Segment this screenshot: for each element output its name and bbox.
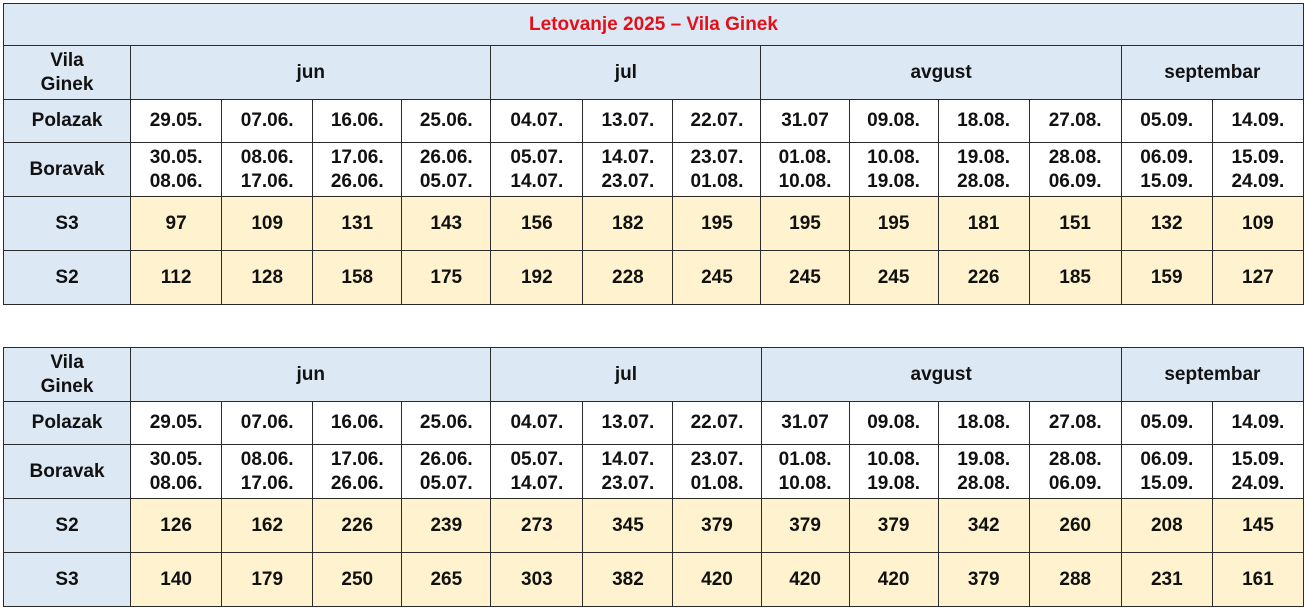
departure-date-cell: 31.07	[761, 402, 849, 445]
price-cell: 342	[938, 499, 1029, 553]
price-cell: 239	[402, 499, 491, 553]
stay-period-cell	[849, 445, 938, 499]
departure-date-cell: 14.09.	[1212, 100, 1303, 143]
price-cell: 126	[131, 499, 222, 553]
departure-date-cell: 16.06.	[313, 402, 402, 445]
price-cell: 208	[1121, 499, 1212, 553]
stay-end-date: 08.06.	[149, 170, 203, 192]
price-cell: 379	[761, 499, 849, 553]
stay-period-cell	[1212, 143, 1303, 197]
stay-end-date: 23.07.	[601, 170, 655, 192]
stay-start-date: 08.06.	[240, 448, 294, 470]
stay-start-date: 19.08.	[957, 146, 1010, 168]
stay-start-date: 26.06.	[419, 448, 473, 470]
stay-start-date: 06.09.	[1140, 448, 1194, 470]
stay-start-date: 10.08.	[867, 448, 921, 470]
stay-period-cell	[1121, 143, 1212, 197]
month-header-jul: jul	[491, 348, 761, 402]
stay-period-cell	[491, 143, 583, 197]
corner-line: Ginek	[40, 375, 94, 397]
boravak-label: Boravak	[4, 445, 131, 499]
price-row-s2	[4, 499, 1304, 553]
stay-start-date: 14.07.	[601, 448, 655, 470]
polazak-row	[4, 402, 1304, 445]
price-cell: 159	[1121, 251, 1212, 305]
stay-end-date: 17.06.	[240, 472, 294, 494]
price-cell: 195	[673, 197, 761, 251]
stay-end-date: 05.07.	[419, 170, 473, 192]
departure-date-cell: 25.06.	[402, 100, 491, 143]
price-cell: 112	[131, 251, 222, 305]
boravak-label: Boravak	[4, 143, 131, 197]
price-cell: 226	[938, 251, 1029, 305]
price-cell: 97	[131, 197, 222, 251]
price-cell: 161	[1212, 553, 1303, 607]
corner-cell	[4, 348, 131, 402]
stay-period-cell	[402, 445, 491, 499]
stay-end-date: 19.08.	[867, 472, 921, 494]
price-cell: 162	[222, 499, 313, 553]
departure-date-cell: 04.07.	[491, 100, 583, 143]
price-cell: 260	[1029, 499, 1121, 553]
stay-start-date: 05.07.	[510, 146, 564, 168]
stay-end-date: 24.09.	[1231, 170, 1285, 192]
stay-period-cell	[938, 143, 1029, 197]
stay-period-cell	[673, 445, 761, 499]
stay-start-date: 15.09.	[1231, 146, 1285, 168]
price-cell: 226	[313, 499, 402, 553]
stay-end-date: 06.09.	[1048, 170, 1102, 192]
stay-start-date: 01.08.	[778, 448, 832, 470]
price-cell: 192	[491, 251, 583, 305]
price-cell: 109	[1212, 197, 1303, 251]
departure-date-cell: 05.09.	[1121, 402, 1212, 445]
price-row-s2	[4, 251, 1304, 305]
stay-end-date: 23.07.	[601, 472, 655, 494]
price-cell: 182	[583, 197, 673, 251]
stay-period-cell	[761, 445, 849, 499]
price-cell: 179	[222, 553, 313, 607]
price-cell: 420	[849, 553, 938, 607]
stay-period-cell	[673, 143, 761, 197]
stay-end-date: 28.08.	[957, 170, 1010, 192]
departure-date-cell: 07.06.	[222, 100, 313, 143]
corner-line: Vila	[50, 351, 84, 373]
departure-date-cell: 05.09.	[1121, 100, 1212, 143]
boravak-row	[4, 445, 1304, 499]
departure-date-cell: 27.08.	[1029, 100, 1121, 143]
departure-date-cell: 29.05.	[131, 100, 222, 143]
departure-date-cell: 22.07.	[673, 402, 761, 445]
price-cell: 145	[1212, 499, 1303, 553]
stay-start-date: 08.06.	[240, 146, 294, 168]
room-type-label: S3	[4, 197, 131, 251]
room-type-label: S3	[4, 553, 131, 607]
departure-date-cell: 04.07.	[491, 402, 583, 445]
price-cell: 228	[583, 251, 673, 305]
stay-end-date: 14.07.	[510, 472, 564, 494]
departure-date-cell: 29.05.	[131, 402, 222, 445]
stay-start-date: 30.05.	[149, 448, 203, 470]
stay-start-date: 14.07.	[601, 146, 655, 168]
price-cell: 140	[131, 553, 222, 607]
stay-start-date: 06.09.	[1140, 146, 1194, 168]
departure-date-cell: 27.08.	[1029, 402, 1121, 445]
stay-end-date: 19.08.	[867, 170, 920, 192]
boravak-row	[4, 143, 1304, 197]
stay-period-cell	[583, 445, 673, 499]
price-cell: 379	[849, 499, 938, 553]
departure-date-cell: 14.09.	[1212, 402, 1303, 445]
price-cell: 195	[761, 197, 849, 251]
stay-start-date: 28.08.	[1048, 448, 1102, 470]
stay-end-date: 05.07.	[419, 472, 473, 494]
room-type-label: S2	[4, 499, 131, 553]
month-header-jul: jul	[491, 46, 761, 100]
stay-period-cell	[1212, 445, 1303, 499]
stay-period-cell	[491, 445, 583, 499]
stay-start-date: 23.07.	[690, 146, 744, 168]
price-cell: 132	[1121, 197, 1212, 251]
stay-period-cell	[402, 143, 491, 197]
stay-period-cell	[131, 143, 222, 197]
stay-start-date: 01.08.	[778, 146, 832, 168]
stay-period-cell	[222, 143, 313, 197]
stay-period-cell	[761, 143, 849, 197]
month-header-septembar: septembar	[1121, 348, 1303, 402]
price-row-s3	[4, 197, 1304, 251]
stay-end-date: 24.09.	[1231, 472, 1285, 494]
departure-date-cell: 31.07	[761, 100, 849, 143]
month-header-jun: jun	[131, 46, 491, 100]
month-row	[4, 348, 1304, 402]
stay-start-date: 10.08.	[867, 146, 920, 168]
stay-period-cell	[131, 445, 222, 499]
month-header-septembar: septembar	[1121, 46, 1303, 100]
price-cell: 379	[673, 499, 761, 553]
price-cell: 345	[583, 499, 673, 553]
price-cell: 245	[849, 251, 938, 305]
table-title: Letovanje 2025 – Vila Ginek	[4, 4, 1304, 46]
room-type-label: S2	[4, 251, 131, 305]
price-cell: 109	[222, 197, 313, 251]
month-row	[4, 46, 1304, 100]
price-cell: 151	[1029, 197, 1121, 251]
corner-line: Ginek	[40, 73, 94, 95]
price-cell: 273	[491, 499, 583, 553]
stay-end-date: 26.06.	[330, 170, 384, 192]
stay-period-cell	[938, 445, 1029, 499]
stay-start-date: 05.07.	[510, 448, 564, 470]
price-cell: 127	[1212, 251, 1303, 305]
polazak-row	[4, 100, 1304, 143]
price-cell: 185	[1029, 251, 1121, 305]
price-cell: 245	[673, 251, 761, 305]
title-row	[4, 4, 1304, 46]
month-header-avgust: avgust	[761, 348, 1121, 402]
price-cell: 420	[673, 553, 761, 607]
departure-date-cell: 07.06.	[222, 402, 313, 445]
price-cell: 303	[491, 553, 583, 607]
stay-period-cell	[1121, 445, 1212, 499]
stay-end-date: 14.07.	[510, 170, 564, 192]
departure-date-cell: 09.08.	[849, 100, 938, 143]
stay-period-cell	[1029, 143, 1121, 197]
departure-date-cell: 18.08.	[938, 100, 1029, 143]
departure-date-cell: 13.07.	[583, 100, 673, 143]
stay-end-date: 01.08.	[690, 472, 744, 494]
polazak-label: Polazak	[4, 100, 131, 143]
corner-line: Vila	[50, 49, 84, 71]
stay-period-cell	[583, 143, 673, 197]
price-cell: 156	[491, 197, 583, 251]
stay-start-date: 19.08.	[957, 448, 1011, 470]
stay-start-date: 17.06.	[330, 448, 384, 470]
polazak-label: Polazak	[4, 402, 131, 445]
stay-end-date: 15.09.	[1140, 170, 1194, 192]
stay-start-date: 15.09.	[1231, 448, 1285, 470]
stay-period-cell	[1029, 445, 1121, 499]
price-cell: 158	[313, 251, 402, 305]
price-cell: 379	[938, 553, 1029, 607]
price-table-2	[3, 347, 1304, 607]
stay-end-date: 06.09.	[1048, 472, 1102, 494]
stay-end-date: 17.06.	[240, 170, 294, 192]
departure-date-cell: 25.06.	[402, 402, 491, 445]
departure-date-cell: 13.07.	[583, 402, 673, 445]
price-table-1	[3, 3, 1304, 305]
stay-end-date: 26.06.	[330, 472, 384, 494]
departure-date-cell: 09.08.	[849, 402, 938, 445]
stay-end-date: 15.09.	[1140, 472, 1194, 494]
stay-period-cell	[313, 143, 402, 197]
price-cell: 250	[313, 553, 402, 607]
price-cell: 128	[222, 251, 313, 305]
price-cell: 382	[583, 553, 673, 607]
stay-end-date: 28.08.	[957, 472, 1011, 494]
departure-date-cell: 16.06.	[313, 100, 402, 143]
stay-start-date: 28.08.	[1048, 146, 1102, 168]
stay-start-date: 30.05.	[149, 146, 203, 168]
departure-date-cell: 22.07.	[673, 100, 761, 143]
price-row-s3	[4, 553, 1304, 607]
price-cell: 265	[402, 553, 491, 607]
month-header-avgust: avgust	[761, 46, 1121, 100]
price-cell: 143	[402, 197, 491, 251]
price-cell: 181	[938, 197, 1029, 251]
price-cell: 195	[849, 197, 938, 251]
price-cell: 131	[313, 197, 402, 251]
stay-end-date: 10.08.	[778, 170, 832, 192]
stay-period-cell	[313, 445, 402, 499]
stay-end-date: 10.08.	[778, 472, 832, 494]
stay-start-date: 17.06.	[330, 146, 384, 168]
stay-start-date: 26.06.	[419, 146, 473, 168]
stay-end-date: 08.06.	[149, 472, 203, 494]
stay-period-cell	[849, 143, 938, 197]
price-cell: 231	[1121, 553, 1212, 607]
corner-cell	[4, 46, 131, 100]
price-cell: 288	[1029, 553, 1121, 607]
departure-date-cell: 18.08.	[938, 402, 1029, 445]
month-header-jun: jun	[131, 348, 491, 402]
price-cell: 175	[402, 251, 491, 305]
price-cell: 420	[761, 553, 849, 607]
stay-end-date: 01.08.	[690, 170, 744, 192]
stay-period-cell	[222, 445, 313, 499]
stay-start-date: 23.07.	[690, 448, 744, 470]
price-cell: 245	[761, 251, 849, 305]
